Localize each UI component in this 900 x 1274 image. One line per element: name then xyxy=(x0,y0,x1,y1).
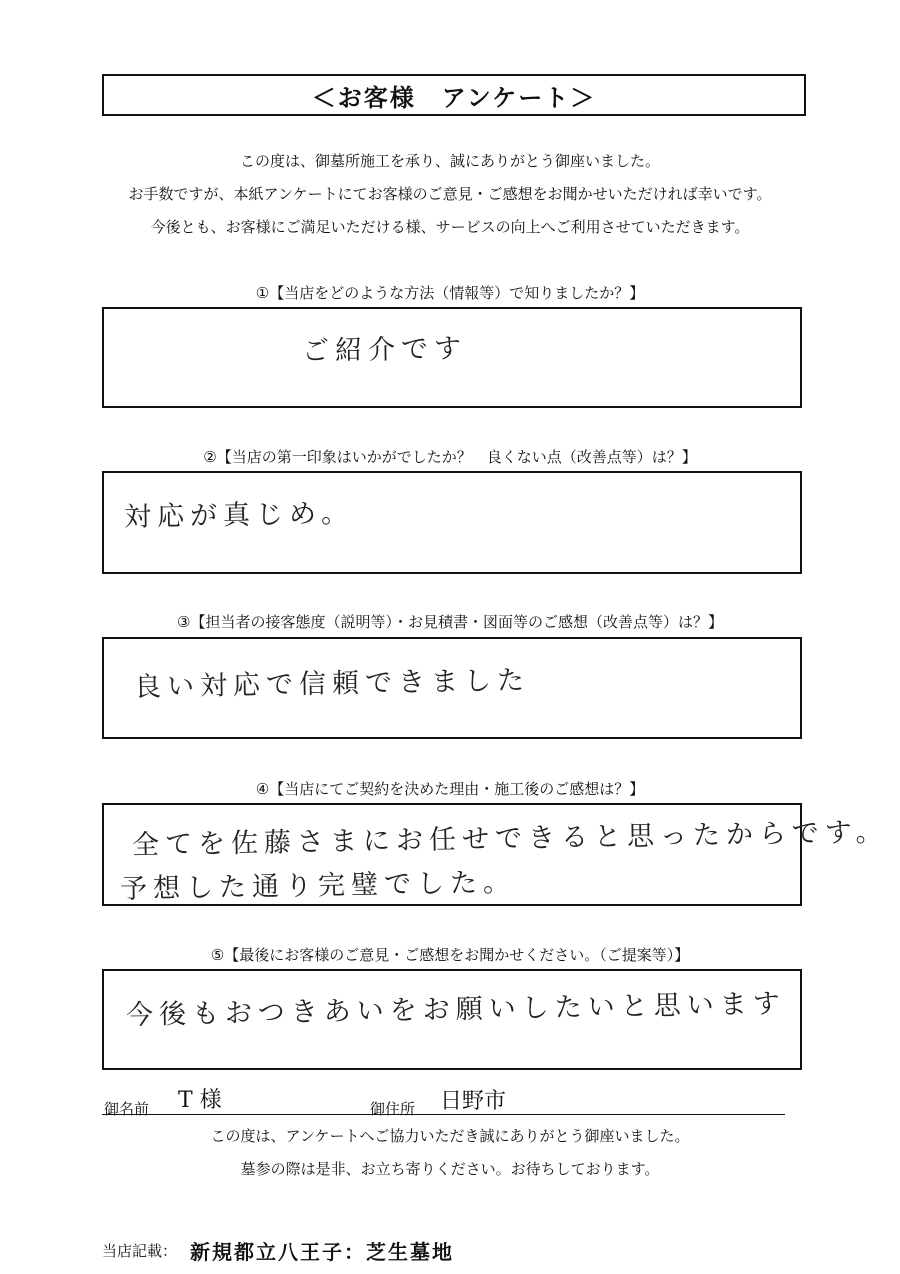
question-5-answer-box xyxy=(102,969,802,1070)
address-value: 日野市 xyxy=(440,1089,507,1114)
question-3-answer-box xyxy=(102,637,802,739)
closing-line-1: この度は、アンケートへご協力いただき誠にありがとう御座いました。 xyxy=(210,1127,690,1145)
question-4-answer-line-1: 全てを佐藤さまにお任せできると思ったからです。 xyxy=(131,816,889,861)
survey-title: ＜お客様 アンケート＞ xyxy=(102,74,806,116)
intro-line-1: この度は、御墓所施工を承り、誠にありがとう御座いました。 xyxy=(239,152,660,170)
question-3-label: ③【担当者の接客態度（説明等）・お見積書・図面等のご感想（改善点等）は？】 xyxy=(177,613,723,631)
question-3-answer: 良い対応で信頼できました xyxy=(133,665,531,703)
question-1-label: ①【当店をどのような方法（情報等）で知りましたか？】 xyxy=(255,284,645,302)
signature-underline xyxy=(102,1114,785,1115)
question-1-answer-box xyxy=(102,307,802,408)
name-label: 御名前 xyxy=(104,1100,150,1118)
footer-value: 新規都立八王子：芝生墓地 xyxy=(190,1240,454,1264)
question-4-label: ④【当店にてご契約を決めた理由・施工後のご感想は？】 xyxy=(255,780,645,798)
question-4-answer-box xyxy=(102,803,889,906)
question-5-answer: 今後もおつきあいをお願いしたいと思います xyxy=(125,988,786,1031)
question-2-label: ②【当店の第一印象はいかがでしたか？ 良くない点（改善点等）は？】 xyxy=(203,448,697,466)
name-value: T 様 xyxy=(178,1088,222,1113)
question-1-answer: ご紹介です xyxy=(301,333,468,367)
intro-line-2: お手数ですが、本紙アンケートにてお客様のご意見・ご感想をお聞かせいただければ幸いです。 xyxy=(128,185,772,203)
address-label: 御住所 xyxy=(370,1100,416,1118)
question-5-label: ⑤【最後にお客様のご意見・ご感想をお聞かせください。（ご提案等）】 xyxy=(210,946,690,964)
question-2-answer: 対応が真じめ。 xyxy=(123,497,355,533)
question-2-answer-box xyxy=(102,471,802,574)
intro-line-3: 今後とも、お客様にご満足いただける様、サービスの向上へご利用させていただきます。 xyxy=(150,218,750,236)
question-4-answer-line-2: 予想した通り完璧でした。 xyxy=(119,867,517,905)
closing-line-2: 墓参の際は是非、お立ち寄りください。お待ちしております。 xyxy=(240,1160,660,1178)
footer-label: 当店記載： xyxy=(102,1242,178,1260)
